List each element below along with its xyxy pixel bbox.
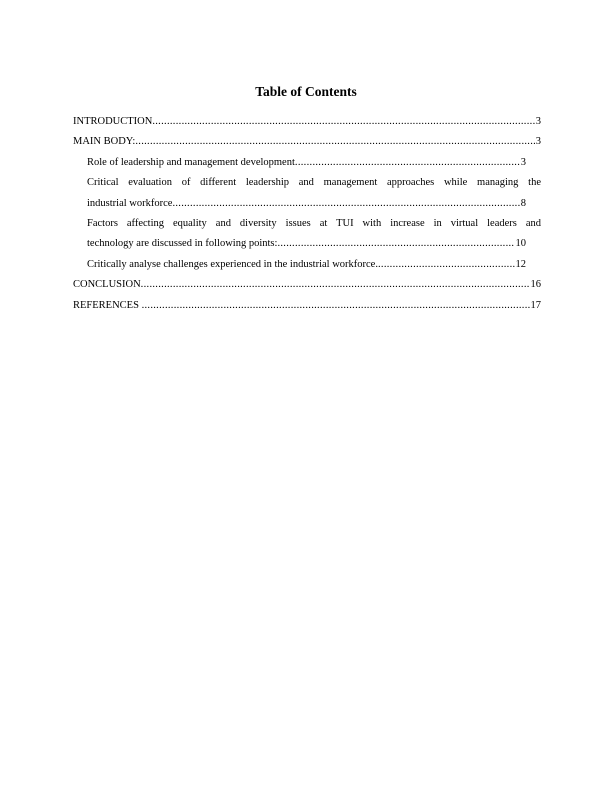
toc-entry-page: 8 xyxy=(520,197,526,209)
toc-entry-title-line1: Factors affecting equality and diversity issues at TUI with increase in virtual leaders and xyxy=(87,218,541,230)
toc-entry-conclusion[interactable] xyxy=(73,275,541,295)
toc-entry-page: 12 xyxy=(515,258,526,270)
toc-entry-title: INTRODUCTION xyxy=(73,116,153,127)
toc-entry-critical-evaluation[interactable] xyxy=(73,173,541,214)
toc-entry-page: 10 xyxy=(515,238,526,250)
toc-entry-title: REFERENCES xyxy=(73,299,142,311)
dot-leader xyxy=(378,255,515,275)
toc-entry-title-line2: industrial workforce xyxy=(87,197,173,209)
toc-entry-introduction[interactable] xyxy=(73,112,541,132)
toc-entry-critically-analyse[interactable] xyxy=(73,255,541,275)
toc-entry-references[interactable] xyxy=(73,296,541,316)
toc-entry-page: 16 xyxy=(530,279,541,291)
table-of-contents xyxy=(73,112,541,316)
toc-entry-page: 3 xyxy=(535,136,541,148)
dot-leader xyxy=(142,296,530,316)
dot-leader xyxy=(172,194,519,214)
toc-entry-title: CONCLUSION xyxy=(73,279,141,291)
toc-entry-title: MAIN BODY: xyxy=(73,136,136,148)
toc-entry-role-of-leadership[interactable] xyxy=(73,153,541,173)
toc-entry-title: Role of leadership and management development xyxy=(87,156,295,168)
toc-entry-title-line1: Critical evaluation of different leadership and management approaches while managing the xyxy=(87,177,541,189)
dot-leader xyxy=(295,153,520,173)
toc-entry-main-body[interactable] xyxy=(73,132,541,152)
toc-title: Table of Contents xyxy=(255,84,357,99)
toc-entry-page: 3 xyxy=(520,156,526,168)
toc-entry-title-line2: technology are discussed in following points: xyxy=(87,238,278,250)
toc-entry-page: 3 xyxy=(535,116,541,127)
toc-entry-factors-affecting-equality[interactable] xyxy=(73,214,541,255)
toc-entry-page: 17 xyxy=(530,299,541,311)
dot-leader xyxy=(135,132,534,152)
dot-leader xyxy=(152,112,534,132)
toc-entry-title: Critically analyse challenges experienced in the industrial workforce. xyxy=(87,258,378,270)
dot-leader xyxy=(141,275,530,295)
dot-leader xyxy=(277,234,514,254)
